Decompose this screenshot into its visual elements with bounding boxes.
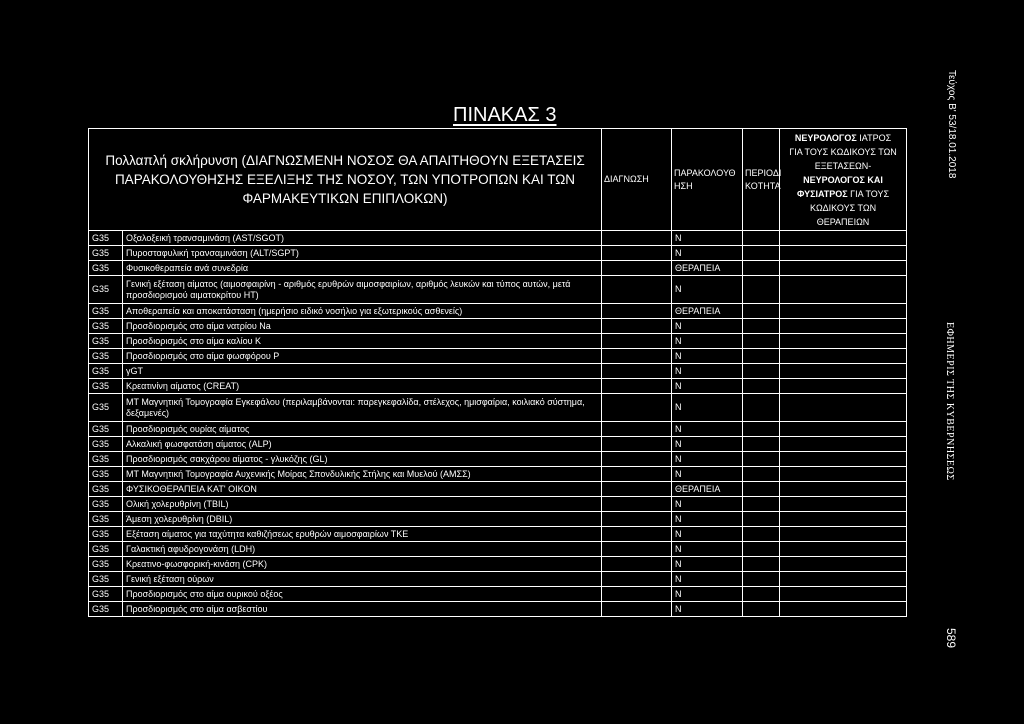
table-row <box>89 422 907 437</box>
row-specialist <box>780 542 907 557</box>
exam-table <box>88 128 907 617</box>
row-diagnosis <box>602 246 672 261</box>
table-row <box>89 482 907 497</box>
row-specialist <box>780 602 907 617</box>
row-exam: Πυροσταφυλική τρανσαμινάση (ALT/SGPT) <box>123 246 602 261</box>
row-specialist <box>780 364 907 379</box>
table-row <box>89 364 907 379</box>
row-diagnosis <box>602 497 672 512</box>
row-specialist <box>780 246 907 261</box>
header-title <box>89 129 602 231</box>
table-row <box>89 527 907 542</box>
row-code: G35 <box>89 452 123 467</box>
gazette-name: ΕΦΗΜΕΡΙΣ ΤΗΣ ΚΥΒΕΡΝΗΣΕΩΣ <box>944 322 955 481</box>
row-specialist <box>780 527 907 542</box>
table-row <box>89 437 907 452</box>
row-periodicity <box>743 231 780 246</box>
table-row <box>89 246 907 261</box>
row-code: G35 <box>89 602 123 617</box>
row-specialist <box>780 437 907 452</box>
row-exam: Προσδιορισμός στο αίμα ουρικού οξέος <box>123 587 602 602</box>
row-diagnosis <box>602 482 672 497</box>
row-follow-up: Ν <box>672 276 743 304</box>
row-specialist <box>780 482 907 497</box>
table-title: ΠΙΝΑΚΑΣ 3 <box>453 104 557 126</box>
row-periodicity <box>743 364 780 379</box>
row-periodicity <box>743 527 780 542</box>
row-follow-up: Ν <box>672 349 743 364</box>
row-diagnosis <box>602 276 672 304</box>
row-periodicity <box>743 467 780 482</box>
header-row <box>89 129 907 231</box>
row-exam: Αλκαλική φωσφατάση αίματος (ALP) <box>123 437 602 452</box>
table-row <box>89 261 907 276</box>
row-code: G35 <box>89 527 123 542</box>
row-diagnosis <box>602 304 672 319</box>
row-specialist <box>780 512 907 527</box>
row-specialist <box>780 379 907 394</box>
row-specialist <box>780 587 907 602</box>
row-follow-up: Ν <box>672 602 743 617</box>
row-exam: ΜΤ Μαγνητική Τομογραφία Εγκεφάλου (περιλαμβάνονται: παρεγκεφαλίδα, στέλεχος, ημισφαίρια, κοιλιακό σύστημα, δεξαμενές) <box>123 394 602 422</box>
row-follow-up: Ν <box>672 246 743 261</box>
row-diagnosis <box>602 572 672 587</box>
row-code: G35 <box>89 587 123 602</box>
issue-label: Τεύχος Β' 53/18.01.2018 <box>946 70 957 179</box>
header-title-line: ΦΑΡΜΑΚΕΥΤΙΚΩΝ ΕΠΙΠΛΟΚΩΝ) <box>242 191 448 206</box>
table-row <box>89 231 907 246</box>
row-diagnosis <box>602 527 672 542</box>
row-exam: Αποθεραπεία και αποκατάσταση (ημερήσιο ειδικό νοσήλιο για εξωτερικούς ασθενείς) <box>123 304 602 319</box>
row-exam: Προσδιορισμός στο αίμα νατρίου Na <box>123 319 602 334</box>
page-number: 589 <box>944 628 958 649</box>
table-row <box>89 587 907 602</box>
row-periodicity <box>743 452 780 467</box>
table-row <box>89 467 907 482</box>
row-periodicity <box>743 557 780 572</box>
row-code: G35 <box>89 422 123 437</box>
row-follow-up: Ν <box>672 452 743 467</box>
row-periodicity <box>743 437 780 452</box>
row-exam: Φυσικοθεραπεία ανά συνεδρία <box>123 261 602 276</box>
row-exam: Γαλακτική αφυδρογονάση (LDH) <box>123 542 602 557</box>
row-periodicity <box>743 261 780 276</box>
row-periodicity <box>743 602 780 617</box>
row-code: G35 <box>89 379 123 394</box>
row-specialist <box>780 422 907 437</box>
row-diagnosis <box>602 349 672 364</box>
row-exam: Προσδιορισμός σακχάρου αίματος - γλυκόζης (GL) <box>123 452 602 467</box>
row-code: G35 <box>89 261 123 276</box>
row-specialist <box>780 276 907 304</box>
follow-up-header: ΠΑΡΑΚΟΛΟΥΘ ΗΣΗ <box>672 129 743 231</box>
header-title-line: Πολλαπλή σκλήρυνση (ΔΙΑΓΝΩΣΜΕΝΗ ΝΟΣΟΣ ΘΑ ΑΠΑΙΤΗΘΟΥΝ ΕΞΕΤΑΣΕΙΣ <box>105 153 585 168</box>
row-follow-up: Ν <box>672 587 743 602</box>
row-diagnosis <box>602 422 672 437</box>
row-exam: Κρεατινο-φωσφορική-κινάση (CPK) <box>123 557 602 572</box>
row-follow-up: Ν <box>672 364 743 379</box>
row-diagnosis <box>602 364 672 379</box>
row-follow-up: Ν <box>672 527 743 542</box>
table-row <box>89 497 907 512</box>
table-row <box>89 394 907 422</box>
row-specialist <box>780 231 907 246</box>
row-follow-up: Ν <box>672 512 743 527</box>
specialists-header: ΝΕΥΡΟΛΟΓΟΣ ΙΑΤΡΟΣ ΓΙΑ ΤΟΥΣ ΚΩΔΙΚΟΥΣ ΤΩΝ ΕΞΕΤΑΣΕΩΝ- ΝΕΥΡΟΛΟΓΟΣ ΚΑΙ ΦΥΣΙΑΤΡΟΣ ΓΙΑ ΤΟΥΣ ΚΩΔΙΚΟΥΣ ΤΩΝ ΘΕΡΑΠΕΙΩΝ <box>780 129 907 231</box>
row-periodicity <box>743 422 780 437</box>
row-follow-up: Ν <box>672 557 743 572</box>
table-row <box>89 602 907 617</box>
row-follow-up: Ν <box>672 542 743 557</box>
table-row <box>89 557 907 572</box>
header-title-line: ΠΑΡΑΚΟΛΟΥΘΗΣΗΣ ΕΞΕΛΙΞΗΣ ΤΗΣ ΝΟΣΟΥ, ΤΩΝ ΥΠΟΤΡΟΠΩΝ ΚΑΙ ΤΩΝ <box>114 172 576 187</box>
row-specialist <box>780 572 907 587</box>
row-periodicity <box>743 349 780 364</box>
row-periodicity <box>743 587 780 602</box>
row-code: G35 <box>89 394 123 422</box>
table-row <box>89 334 907 349</box>
table-row <box>89 542 907 557</box>
row-periodicity <box>743 379 780 394</box>
table-row <box>89 572 907 587</box>
row-diagnosis <box>602 467 672 482</box>
row-follow-up: ΘΕΡΑΠΕΙΑ <box>672 261 743 276</box>
table-row <box>89 304 907 319</box>
row-periodicity <box>743 482 780 497</box>
table-row <box>89 379 907 394</box>
row-diagnosis <box>602 452 672 467</box>
row-specialist <box>780 467 907 482</box>
row-follow-up: Ν <box>672 422 743 437</box>
row-exam: γGT <box>123 364 602 379</box>
row-specialist <box>780 261 907 276</box>
row-code: G35 <box>89 482 123 497</box>
row-diagnosis <box>602 379 672 394</box>
table-row <box>89 319 907 334</box>
row-code: G35 <box>89 334 123 349</box>
row-exam: Γενική εξέταση αίματος (αιμοσφαιρίνη - αριθμός ερυθρών αιμοσφαιρίων, αριθμός λευκών και τύπος αυτών, μετά προσδιορισμού αιματοκρίτου HT) <box>123 276 602 304</box>
row-exam: Κρεατινίνη αίματος (CREAT) <box>123 379 602 394</box>
row-specialist <box>780 334 907 349</box>
row-follow-up: Ν <box>672 334 743 349</box>
table-row <box>89 512 907 527</box>
row-code: G35 <box>89 557 123 572</box>
row-code: G35 <box>89 276 123 304</box>
row-specialist <box>780 394 907 422</box>
row-exam: Προσδιορισμός στο αίμα φωσφόρου P <box>123 349 602 364</box>
row-follow-up: ΘΕΡΑΠΕΙΑ <box>672 482 743 497</box>
row-code: G35 <box>89 512 123 527</box>
row-exam: Οξαλοξεική τρανσαμινάση (AST/SGOT) <box>123 231 602 246</box>
row-follow-up: Ν <box>672 394 743 422</box>
row-periodicity <box>743 319 780 334</box>
row-periodicity <box>743 512 780 527</box>
row-periodicity <box>743 276 780 304</box>
row-periodicity <box>743 394 780 422</box>
row-code: G35 <box>89 304 123 319</box>
row-code: G35 <box>89 572 123 587</box>
row-follow-up: Ν <box>672 231 743 246</box>
diagnosis-header: ΔΙΑΓΝΩΣΗ <box>602 129 672 231</box>
row-diagnosis <box>602 542 672 557</box>
table-row <box>89 452 907 467</box>
row-code: G35 <box>89 364 123 379</box>
row-periodicity <box>743 542 780 557</box>
row-code: G35 <box>89 349 123 364</box>
row-code: G35 <box>89 467 123 482</box>
row-code: G35 <box>89 437 123 452</box>
row-periodicity <box>743 304 780 319</box>
row-periodicity <box>743 497 780 512</box>
row-specialist <box>780 319 907 334</box>
row-exam: Προσδιορισμός στο αίμα ασβεστίου <box>123 602 602 617</box>
row-diagnosis <box>602 334 672 349</box>
row-follow-up: Ν <box>672 467 743 482</box>
row-specialist <box>780 497 907 512</box>
row-periodicity <box>743 246 780 261</box>
periodicity-header: ΠΕΡΙΟΔΙ ΚΟΤΗΤΑ <box>743 129 780 231</box>
row-diagnosis <box>602 261 672 276</box>
row-diagnosis <box>602 512 672 527</box>
row-exam: Εξέταση αίματος για ταχύτητα καθιζήσεως ερυθρών αιμοσφαιρίων ΤΚΕ <box>123 527 602 542</box>
row-code: G35 <box>89 246 123 261</box>
row-specialist <box>780 452 907 467</box>
row-follow-up: Ν <box>672 497 743 512</box>
row-diagnosis <box>602 602 672 617</box>
row-code: G35 <box>89 319 123 334</box>
row-diagnosis <box>602 394 672 422</box>
row-exam: Άμεση χολερυθρίνη (DBIL) <box>123 512 602 527</box>
row-exam: Προσδιορισμός στο αίμα καλίου K <box>123 334 602 349</box>
row-diagnosis <box>602 319 672 334</box>
row-follow-up: Ν <box>672 437 743 452</box>
table-row <box>89 276 907 304</box>
row-exam: ΦΥΣΙΚΟΘΕΡΑΠΕΙΑ ΚΑΤ' ΟΙΚΟΝ <box>123 482 602 497</box>
row-periodicity <box>743 334 780 349</box>
row-follow-up: Ν <box>672 319 743 334</box>
row-diagnosis <box>602 557 672 572</box>
row-diagnosis <box>602 587 672 602</box>
row-exam: Προσδιορισμός ουρίας αίματος <box>123 422 602 437</box>
row-follow-up: Ν <box>672 572 743 587</box>
row-follow-up: ΘΕΡΑΠΕΙΑ <box>672 304 743 319</box>
row-exam: Γενική εξέταση ούρων <box>123 572 602 587</box>
row-specialist <box>780 349 907 364</box>
row-follow-up: Ν <box>672 379 743 394</box>
row-diagnosis <box>602 437 672 452</box>
row-exam: Ολική χολερυθρίνη (TBIL) <box>123 497 602 512</box>
row-exam: ΜΤ Μαγνητική Τομογραφία Αυχενικής Μοίρας Σπονδυλικής Στήλης και Μυελού (ΑΜΣΣ) <box>123 467 602 482</box>
row-code: G35 <box>89 542 123 557</box>
table-row <box>89 349 907 364</box>
row-specialist <box>780 557 907 572</box>
row-code: G35 <box>89 231 123 246</box>
row-code: G35 <box>89 497 123 512</box>
row-periodicity <box>743 572 780 587</box>
row-diagnosis <box>602 231 672 246</box>
row-specialist <box>780 304 907 319</box>
